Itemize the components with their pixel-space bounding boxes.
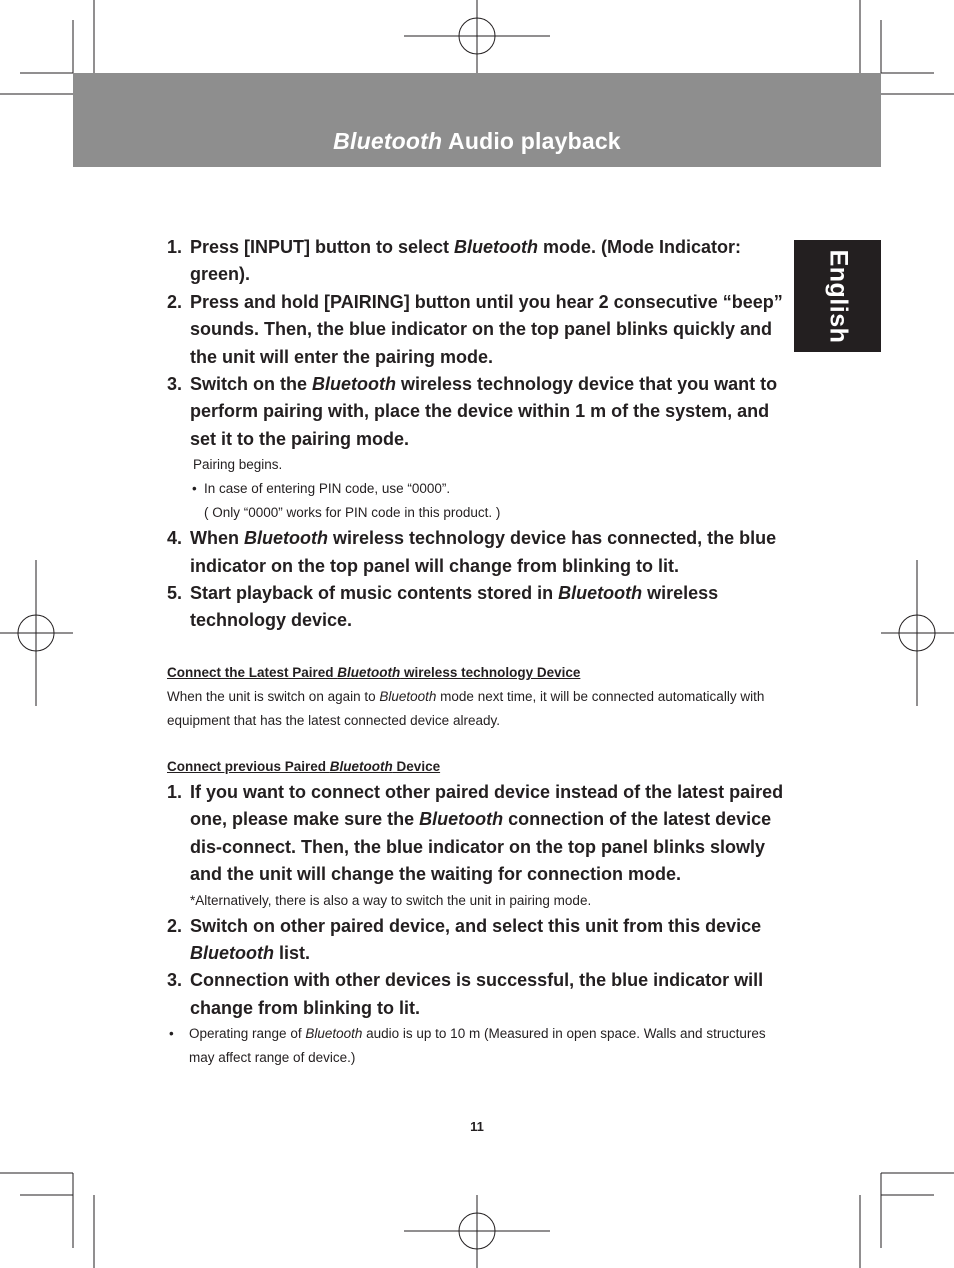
section-title-brand: Bluetooth [337,664,401,680]
step-brand: Bluetooth [244,528,328,549]
section-title-text: Connect previous Paired [167,758,330,774]
section-body-text: When the unit is switch on again to [167,688,380,704]
page-title [333,128,621,155]
section-title-previous [167,755,792,779]
range-note-brand: Bluetooth [305,1026,363,1042]
pairing-step-4 [167,525,792,580]
step-number: 2. [167,915,183,936]
pairing-step-3 [167,371,792,453]
step-text: wireless technology device. [190,583,719,631]
bullet-icon: • [192,481,197,497]
pairing-step-1 [167,234,792,289]
step-text: Press and hold [PAIRING] button until you hear 2 consecutive “beep” sounds. Then, the blue indicator on the top panel blinks quickly and the unit will enter the pairing mode. [190,291,783,367]
reconnect-step-3 [167,967,792,1022]
step-brand: Bluetooth [419,809,504,830]
step-number: 1. [167,237,183,257]
section-title-text: Connect the Latest Paired [167,664,338,680]
header-bar [73,73,881,167]
range-note-text: audio is up to 10 m (Measured in open space. Walls and structures may affect range of device.) [189,1026,766,1066]
reconnect-step-1 [167,779,792,889]
section-body-brand: Bluetooth [379,688,437,704]
main-content [167,234,792,1070]
step-text: Switch on other paired device, and select this unit from this device [190,915,762,936]
step-number: 5. [167,583,183,604]
step-text: wireless technology device that you want to perform pairing with, place the device within 1 m of the system, and set it to the pairing mode. [190,374,778,449]
step-number: 1. [167,781,183,802]
pin-note-text: In case of entering PIN code, use “0000”. [204,481,451,497]
language-tab [794,240,881,352]
section-title-latest [167,661,792,685]
section-body-text: mode next time, it will be connected automatically with equipment that has the latest connected device already. [167,688,765,728]
step-brand: Bluetooth [190,942,274,963]
step-number: 3. [167,374,183,395]
language-tab-label: English [824,249,853,343]
step-text: Connection with other devices is successful, the blue indicator will change from blinking to lit. [190,970,764,1018]
step-brand: Bluetooth [312,374,396,395]
section-body-latest [167,685,792,733]
step-text: If you want to connect other paired device instead of the latest paired one, please make sure the [190,781,784,830]
section-title-text: Device [392,758,441,774]
step-number: 3. [167,970,183,991]
page-number: 11 [470,1119,484,1134]
section-title-text: wireless technology Device [400,664,581,680]
reconnect-step-2 [167,913,792,968]
pairing-step-2 [167,289,792,371]
pairing-step-5 [167,580,792,635]
step-brand: Bluetooth [558,583,643,604]
step-number: 4. [167,528,183,549]
bullet-icon: • [169,1026,174,1042]
pin-note-detail: ( Only “0000” works for PIN code in this product. ) [204,505,501,521]
step-number: 2. [167,291,183,312]
pin-note [167,477,792,501]
page-title-rest: Audio playback [442,128,621,154]
step-text: Start playback of music contents stored in [190,583,559,604]
pairing-begins-note: Pairing begins. [193,457,283,473]
step-text: Switch on the [190,374,313,395]
step-brand: Bluetooth [454,237,539,257]
section-title-brand: Bluetooth [329,758,393,774]
step-text: Press [INPUT] button to select [190,237,455,257]
step-text: wireless technology device has connected, the blue indicator on the top panel will change from blinking to lit. [190,528,777,576]
range-note-text: Operating range of [189,1026,306,1042]
page-title-brand: Bluetooth [333,128,443,154]
alternative-note: *Alternatively, there is also a way to switch the unit in pairing mode. [190,892,592,908]
step-text: connection of the latest device dis-connect. Then, the blue indicator on the top panel blinks slowly and the unit will change the waiting for connection mode. [190,809,772,885]
operating-range-note [167,1022,792,1070]
step-text: mode. (Mode Indicator: green). [190,237,742,285]
step-text: list. [273,942,310,963]
step-text: When [190,528,244,549]
